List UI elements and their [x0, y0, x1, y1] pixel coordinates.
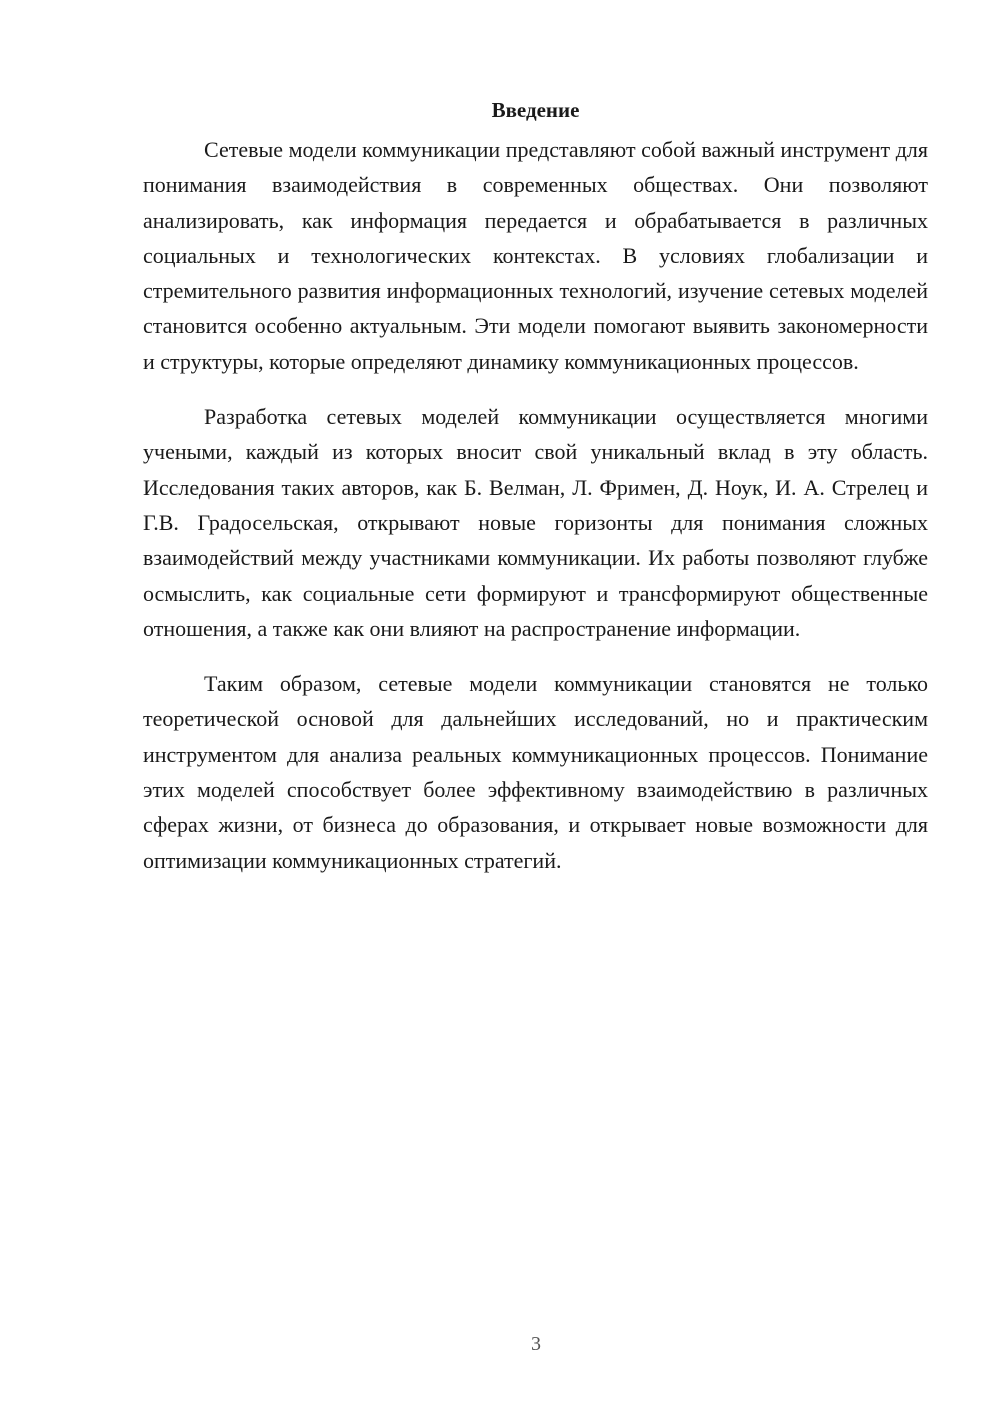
paragraph-authors: Разработка сетевых моделей коммуникации осуществляется многими учеными, каждый из которых вносит свой уникальный вклад в эту область. Исследования таких авторов, как Б. Велман, Л. Фримен, Д. Ноук, И. А. Стрелец и Г.В. Градосельская, открывают новые горизонты для понимания сложных взаимодействий между участниками коммуникации. Их работы позволяют глубже осмыслить, как социальные сети формируют и трансформируют общественные отношения, а также как они влияют на распространение информации.	[143, 404, 928, 641]
paragraph-conclusion: Таким образом, сетевые модели коммуникации становятся не только теоретической основой для дальнейших исследований, но и практическим инструментом для анализа реальных коммуникационных процессов. Понимание этих моделей способствует более эффективному взаимодействию в различных сферах жизни, от бизнеса до образования, и открывает новые возможности для оптимизации коммуникационных стратегий.	[143, 671, 928, 873]
section-title: Введение	[491, 98, 580, 122]
paragraph-intro: Сетевые модели коммуникации представляют собой важный инструмент для понимания взаимодействия в современных обществах. Они позволяют анализировать, как информация передается и обрабатывается в различных социальных и технологических контекстах. В условиях глобализации и стремительного развития информационных технологий, изучение сетевых моделей становится особенно актуальным. Эти модели помогают выявить закономерности и структуры, которые определяют динамику коммуникационных процессов.	[143, 137, 928, 374]
document-page	[143, 92, 928, 898]
page-number: 3	[531, 1333, 541, 1355]
